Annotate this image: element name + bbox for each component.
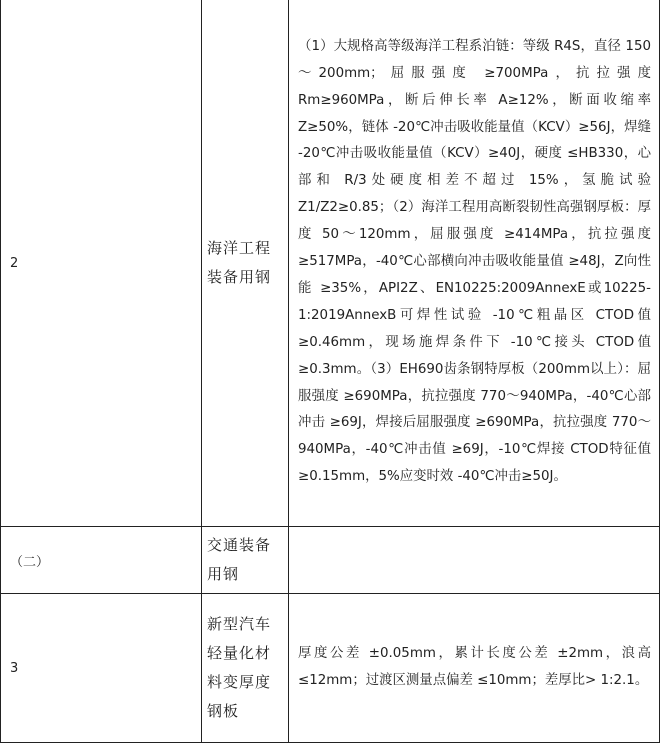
product-name-cell: [202, 594, 289, 743]
spec-text: （1）大规格高等级海洋工程系泊链：等级 R4S，直径 150～200mm；屈服强度 ≥700MPa，抗拉强度 Rm≥960MPa，断后伸长率 A≥12%，断面收缩率 Z≥50%，链体 -20℃冲击吸收能量值（KCV）≥56J，焊缝 -20℃冲击吸收能量值（KCV）≥40J，硬度 ≤HB330，心部和 R/3处硬度相差不超过 15%，氢脆试验 Z1/Z2≥0.85；（2）海洋工程用高断裂韧性高强钢厚板：厚度 50～120mm，屈服强度 ≥414MPa，抗拉强度 ≥517MPa，-40℃心部横向冲击吸收能量值 ≥48J，Z向性能 ≥35%，API2Z、EN10225:2009AnnexE或10225-1:2019AnnexB可焊性试验 -10℃粗晶区 CTOD值≥0.46mm，现场施焊条件下 -10℃接头 CTOD值≥0.3mm。（3）EH690齿条钢特厚板（200mm以上）：屈服强度 ≥690MPa，抗拉强度 770～940MPa，-40℃心部冲击 ≥69J，焊接后屈服强度 ≥690MPa，抗拉强度 770～940MPa，-40℃冲击值 ≥69J，-10℃焊接 CTOD特征值 ≥0.15mm，5%应变时效 -40℃冲击≥50J。: [298, 38, 651, 485]
section-name-cell: [202, 527, 289, 594]
spec-cell: [289, 594, 660, 743]
table-row: [1, 594, 660, 743]
section-number-cell: [1, 527, 202, 594]
product-name-cell: [202, 0, 289, 527]
section-number: （二）: [10, 554, 50, 570]
section-name: 交通装备用钢: [207, 536, 272, 583]
product-name: 海洋工程装备用钢: [207, 239, 272, 286]
spec-text: 厚度公差 ±0.05mm，累计长度公差 ±2mm，浪高 ≤12mm；过渡区测量点偏差 ≤10mm；差厚比> 1:2.1。: [298, 646, 651, 688]
spec-cell-empty: [289, 527, 660, 594]
row-number-cell: [1, 594, 202, 743]
row-number: 2: [10, 255, 19, 271]
product-name: 新型汽车轻量化材料变厚度钢板: [207, 615, 272, 720]
table-row: [1, 0, 660, 527]
spec-cell: [289, 0, 660, 527]
spec-text: [298, 560, 651, 561]
row-number-cell: [1, 0, 202, 527]
row-number: 3: [10, 660, 19, 676]
table-row: [1, 527, 660, 594]
